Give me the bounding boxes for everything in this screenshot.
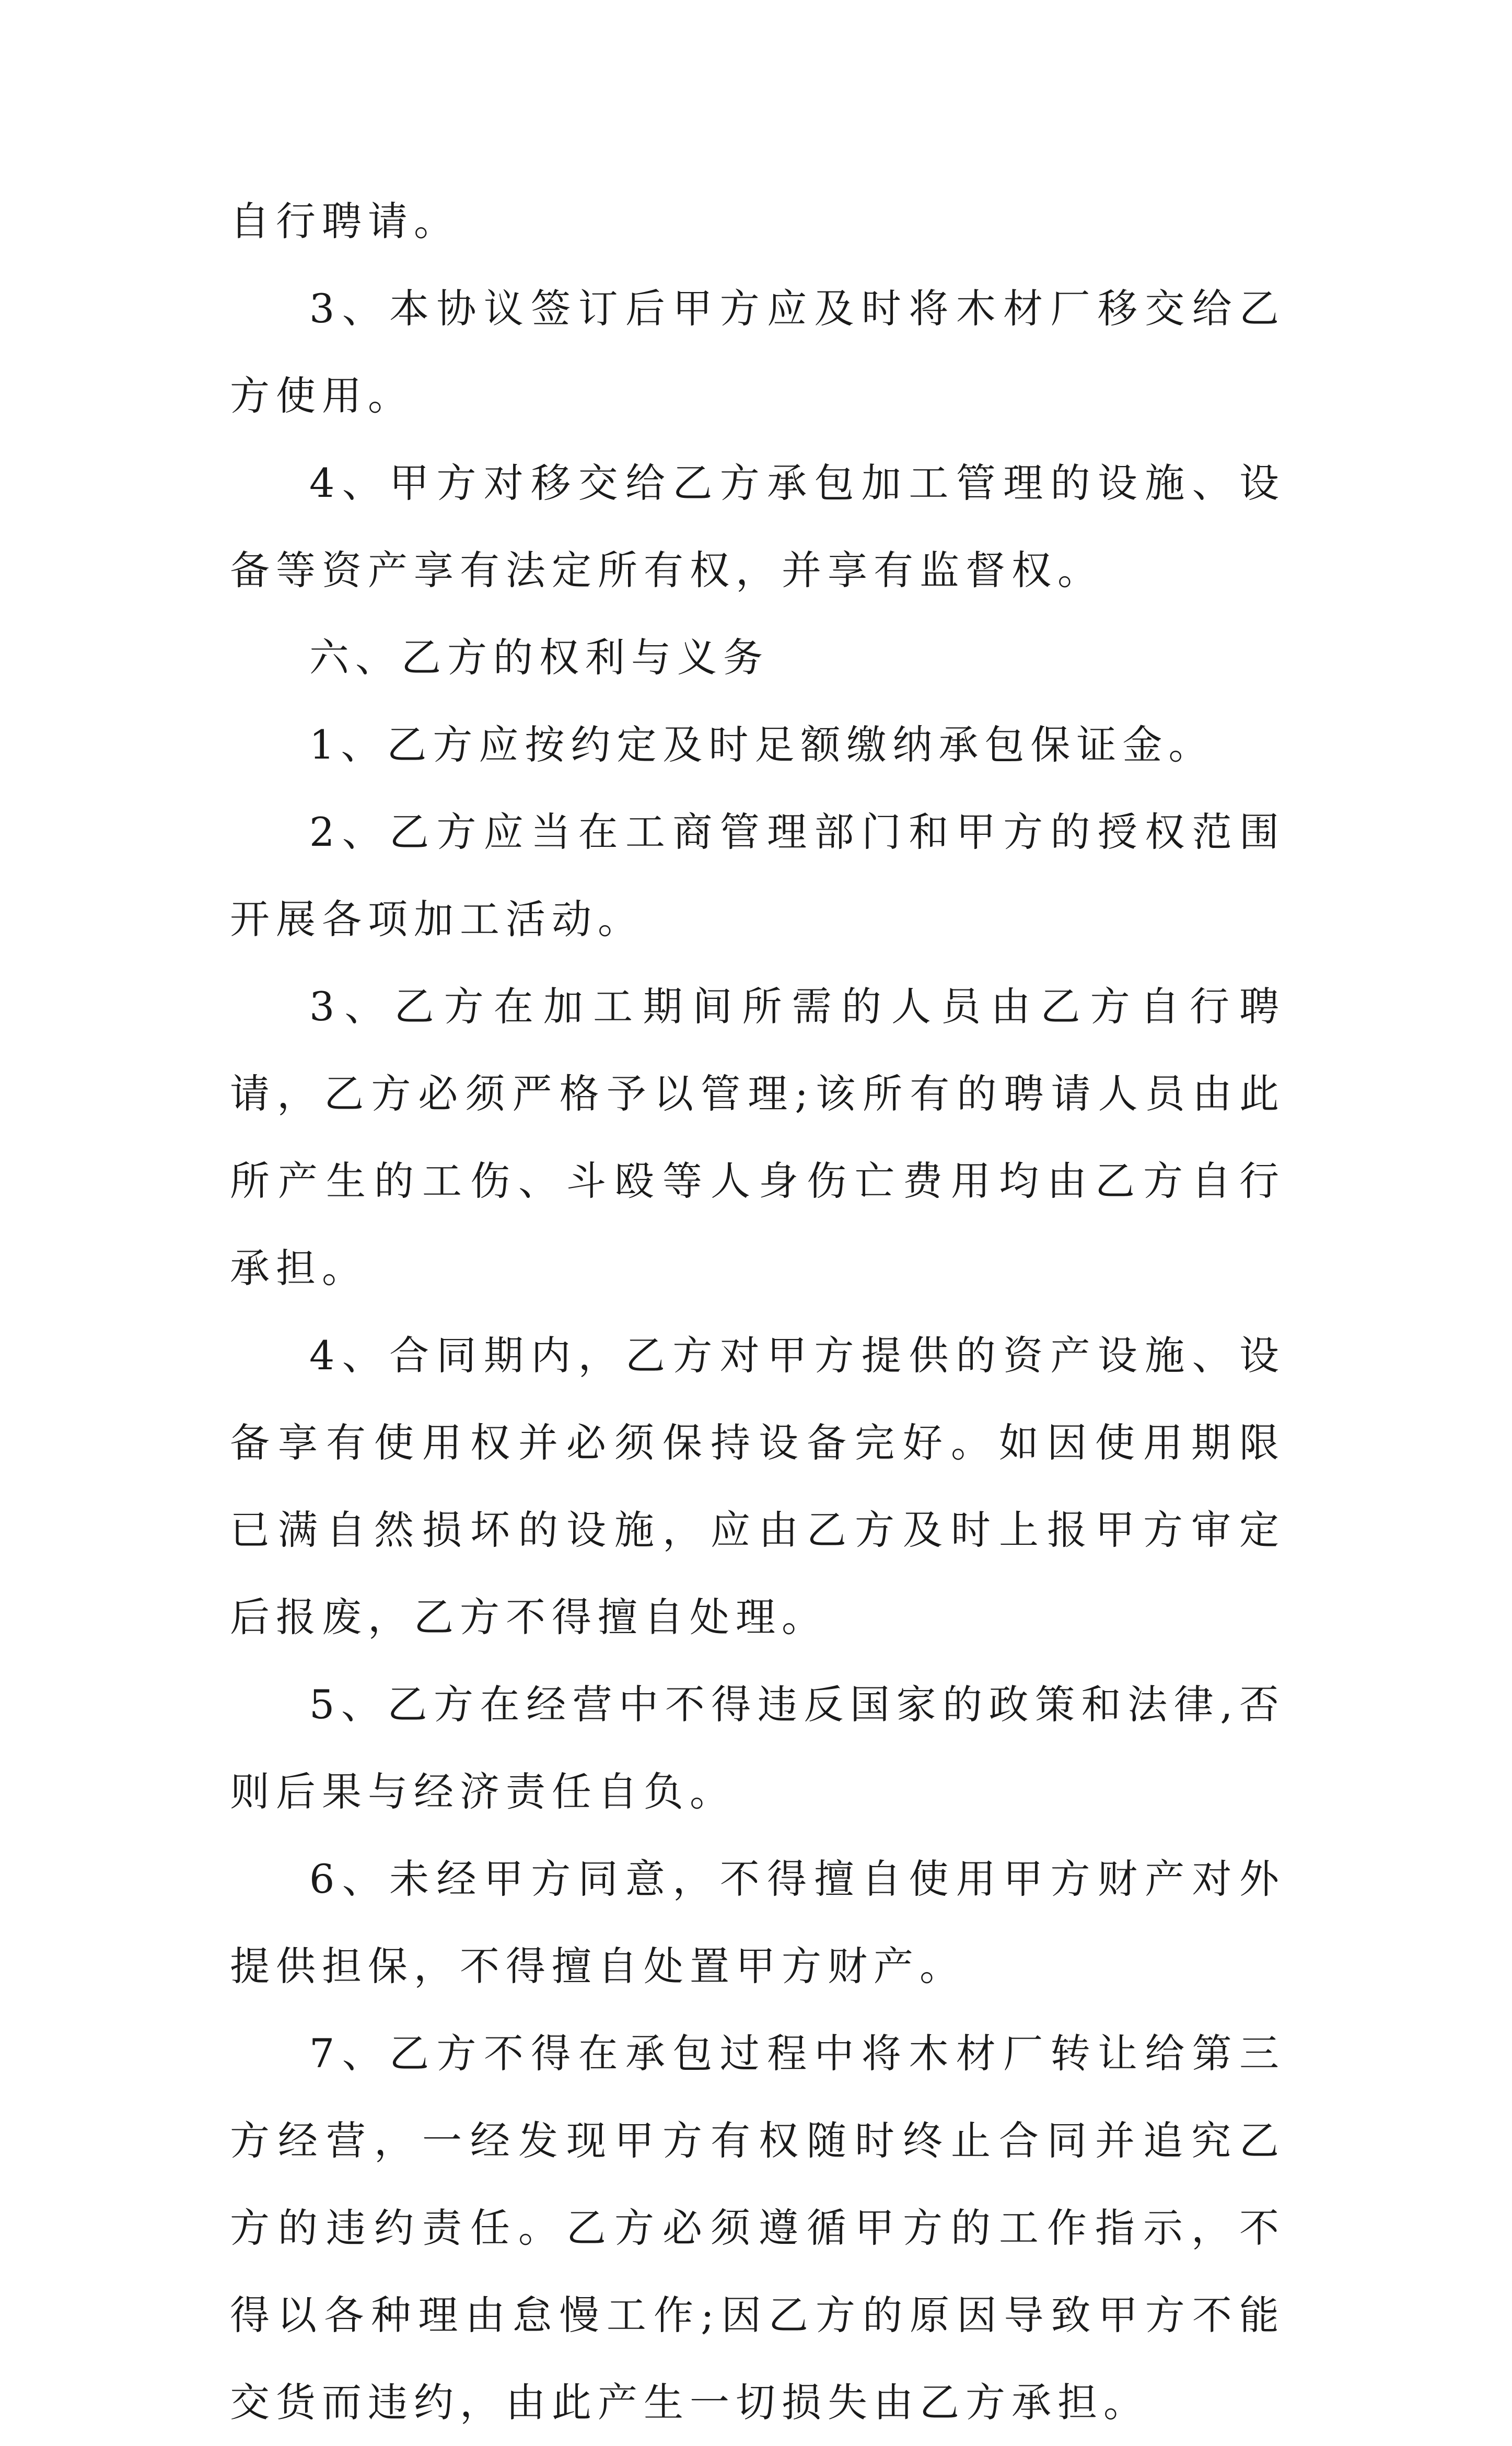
paragraph-clause-6-4: 4、合同期内，乙方对甲方提供的资产设施、设备享有使用权并必须保持设备完好。如因使用期限已满自然损坏的设施，应由乙方及时上报甲方审定后报废，乙方不得擅自处理。 <box>230 1332 1285 1640</box>
paragraph-clause-6-2: 2、乙方应当在工商管理部门和甲方的授权范围开展各项加工活动。 <box>230 809 1285 942</box>
paragraph-clause-5-4: 4、甲方对移交给乙方承包加工管理的设施、设备等资产享有法定所有权，并享有监督权。 <box>230 460 1285 593</box>
paragraph-clause-6-3: 3、乙方在加工期间所需的人员由乙方自行聘请，乙方必须严格予以管理;该所有的聘请人员由此所产生的工伤、斗殴等人身伤亡费用均由乙方自行承担。 <box>230 983 1285 1291</box>
paragraph-clause-6-7: 7、乙方不得在承包过程中将木材厂转让给第三方经营，一经发现甲方有权随时终止合同并追究乙方的违约责任。乙方必须遵循甲方的工作指示，不得以各种理由怠慢工作;因乙方的原因导致甲方不能交货而违约，由此产生一切损失由乙方承担。 <box>230 2030 1285 2426</box>
paragraph-clause-6-6: 6、未经甲方同意，不得擅自使用甲方财产对外提供担保，不得擅自处置甲方财产。 <box>230 1856 1285 1989</box>
paragraph-clause-5-3: 3、本协议签订后甲方应及时将木材厂移交给乙方使用。 <box>230 285 1285 419</box>
section-heading-6: 六、乙方的权利与义务 <box>309 634 769 681</box>
paragraph-continuation: 自行聘请。 <box>230 198 460 244</box>
paragraph-clause-6-1: 1、乙方应按约定及时足额缴纳承包保证金。 <box>309 721 1215 768</box>
paragraph-clause-6-5: 5、乙方在经营中不得违反国家的政策和法律,否则后果与经济责任自负。 <box>230 1681 1285 1815</box>
document-body <box>230 178 1285 2446</box>
